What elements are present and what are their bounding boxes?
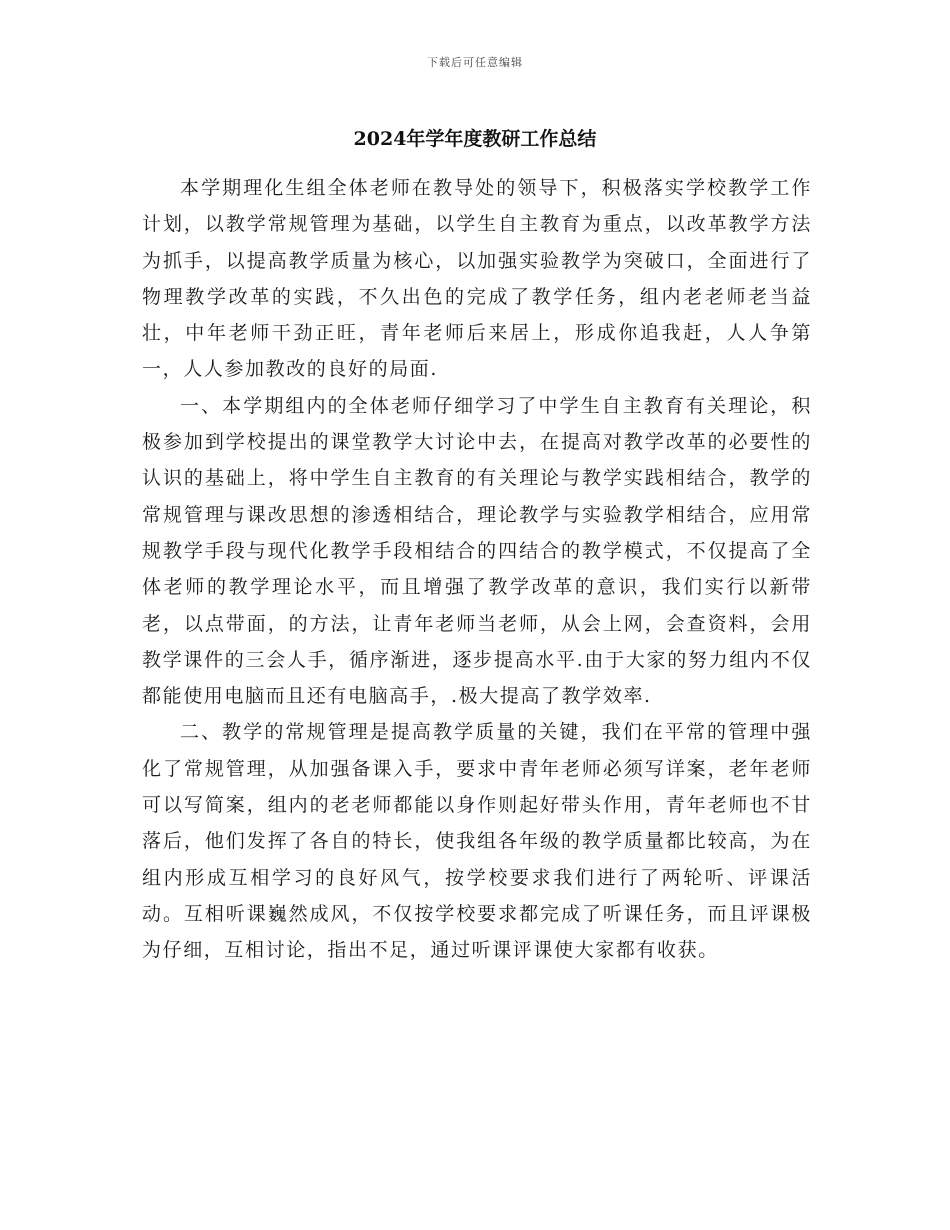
- header-note: 下载后可任意编辑: [427, 56, 523, 69]
- document-body: [142, 170, 812, 969]
- paragraph-section-one: 一、本学期组内的全体老师仔细学习了中学生自主教育有关理论，积极参加到学校提出的课堂教学大讨论中去，在提高对教学改革的必要性的认识的基础上，将中学生自主教育的有关理论与教学实践相结合，教学的常规管理与课改思想的渗透相结合，理论教学与实验教学相结合，应用常规教学手段与现代化教学手段相结合的四结合的教学模式，不仅提高了全体老师的教学理论水平，而且增强了教学改革的意识，我们实行以新带老，以点带面，的方法，让青年老师当老师，从会上网，会查资料，会用教学课件的三会人手，循序渐进，逐步提高水平.由于大家的努力组内不仅都能使用电脑而且还有电脑高手，.极大提高了教学效率.: [142, 394, 812, 708]
- paragraph-intro: 本学期理化生组全体老师在教导处的领导下，积极落实学校教学工作计划，以教学常规管理为基础，以学生自主教育为重点，以改革教学方法为抓手，以提高教学质量为核心，以加强实验教学为突破口，全面进行了物理教学改革的实践，不久出色的完成了教学任务，组内老老师老当益壮，中年老师干劲正旺，青年老师后来居上，形成你追我赶，人人争第一，人人参加教改的良好的局面.: [142, 177, 812, 381]
- paragraph-section-two: 二、教学的常规管理是提高教学质量的关键，我们在平常的管理中强化了常规管理，从加强备课入手，要求中青年老师必须写详案，老年老师可以写简案，组内的老老师都能以身作则起好带头作用，青年老师也不甘落后，他们发挥了各自的特长，使我组各年级的教学质量都比较高，为在组内形成互相学习的良好风气，按学校要求我们进行了两轮听、评课活动。互相听课巍然成风，不仅按学校要求都完成了听课任务，而且评课极为仔细，互相讨论，指出不足，通过听课评课使大家都有收获。: [142, 721, 812, 962]
- document-title: 2024年学年度教研工作总结: [353, 128, 597, 150]
